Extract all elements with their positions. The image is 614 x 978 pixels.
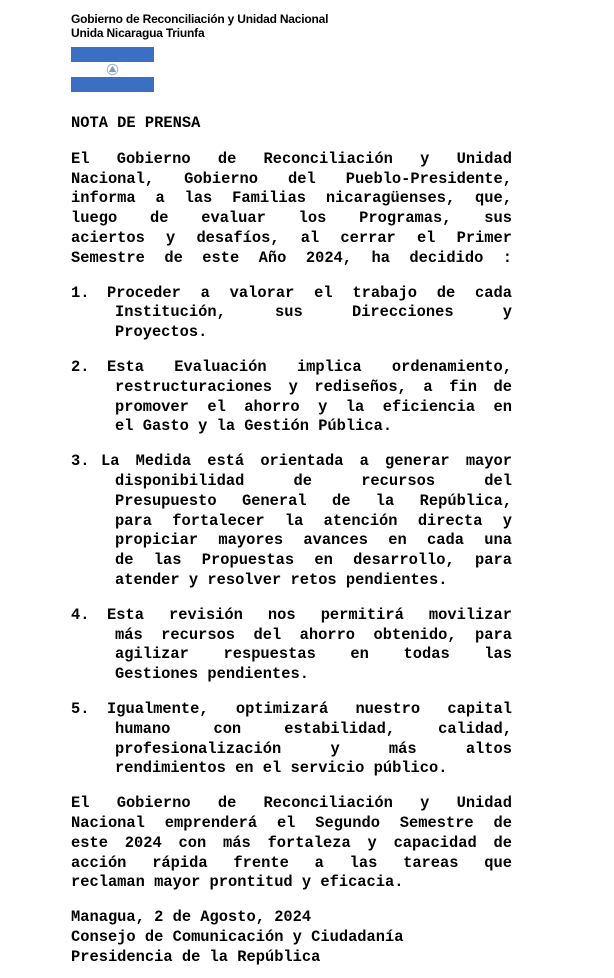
list-item-line: Esta revisión nos permitirá movilizar [107, 605, 512, 624]
closing-line: este 2024 con más fortaleza y capacidad de [71, 833, 512, 852]
list-item-line: humano con estabilidad, calidad, [115, 719, 512, 738]
list-item-line: Proyectos. [115, 323, 208, 342]
intro-line: Nacional, Gobierno del Pueblo-Presidente, [71, 169, 512, 188]
list-item [71, 452, 512, 591]
list-item-line: Proceder a valorar el trabajo de cada [107, 283, 512, 302]
list-item [71, 284, 512, 343]
list-item-line: de las Propuestas en desarrollo, para [115, 551, 512, 570]
list-item-line: Presupuesto General de la República, [115, 491, 512, 510]
list-item-line: La Medida está orientada a generar mayor [101, 452, 512, 471]
intro-line: luego de evaluar los Programas, sus [71, 209, 512, 228]
list-item-text [107, 605, 512, 685]
intro-line: Semestre de este Año 2024, ha decidido : [71, 248, 512, 267]
list-item [71, 606, 512, 685]
list-item-line: Esta Evaluación implica ordenamiento, [107, 357, 512, 376]
list-item-number: 2. [71, 357, 90, 376]
list-item-text [107, 283, 512, 343]
signature-presidency: Presidencia de la República [71, 947, 321, 966]
closing-line: acción rápida frente a las tareas que [71, 853, 512, 872]
intro-line: informa a las Familias nicaragüenses, que, [71, 189, 512, 208]
list-item-line: Gestiones pendientes. [115, 665, 309, 684]
list-item-line: agilizar respuestas en todas las [115, 645, 512, 664]
list-item-line: el Gasto y la Gestión Pública. [115, 417, 393, 436]
list-item-line: promover el ahorro y la eficiencia en [115, 397, 512, 416]
list-item-text [107, 699, 512, 779]
list-item-line: para fortalecer la atención directa y [115, 511, 512, 530]
letterhead-government-name: Gobierno de Reconciliación y Unidad Nacional [71, 12, 329, 26]
list-item-number: 3. [71, 452, 90, 471]
list-item-line: más recursos del ahorro obtenido, para [115, 625, 512, 644]
letterhead-slogan: Unida Nicaragua Triunfa [71, 26, 205, 40]
signature-block [71, 908, 512, 967]
list-item-line: Institución, sus Direcciones y [115, 303, 512, 322]
list-item-number: 4. [71, 605, 90, 624]
list-item-line: disponibilidad de recursos del [115, 471, 512, 490]
list-item-line: Igualmente, optimizará nuestro capital [107, 699, 512, 718]
letterhead [71, 12, 328, 40]
nicaragua-flag [71, 47, 154, 92]
closing-line: Nacional emprenderá el Segundo Semestre de [71, 813, 512, 832]
list-item-line: rendimientos en el servicio público. [115, 759, 448, 778]
list-item-line: profesionalización y más altos [115, 739, 512, 758]
list-item-line: atender y resolver retos pendientes. [115, 570, 448, 589]
list-item-number: 1. [71, 283, 90, 302]
page-title: NOTA DE PRENSA [71, 114, 201, 132]
intro-line: El Gobierno de Reconciliación y Unidad [71, 149, 512, 168]
intro-paragraph [71, 150, 512, 269]
list-item [71, 700, 512, 779]
closing-line: reclaman mayor prontitud y eficacia. [71, 873, 404, 892]
list-item-text [107, 357, 512, 437]
list-item-line: propiciar mayores avances en cada una [115, 531, 512, 550]
closing-paragraph [71, 794, 512, 893]
press-release [71, 114, 512, 967]
list-item-line: restructuraciones y rediseños, a fin de [115, 377, 512, 396]
intro-line: aciertos y desafíos, al cerrar el Primer [71, 228, 512, 247]
signature-office: Consejo de Comunicación y Ciudadanía [71, 927, 404, 946]
list-item-number: 5. [71, 699, 90, 718]
closing-line: El Gobierno de Reconciliación y Unidad [71, 794, 512, 813]
signature-place-date: Managua, 2 de Agosto, 2024 [71, 908, 312, 927]
list-item [71, 358, 512, 437]
list-item-text [101, 452, 512, 591]
